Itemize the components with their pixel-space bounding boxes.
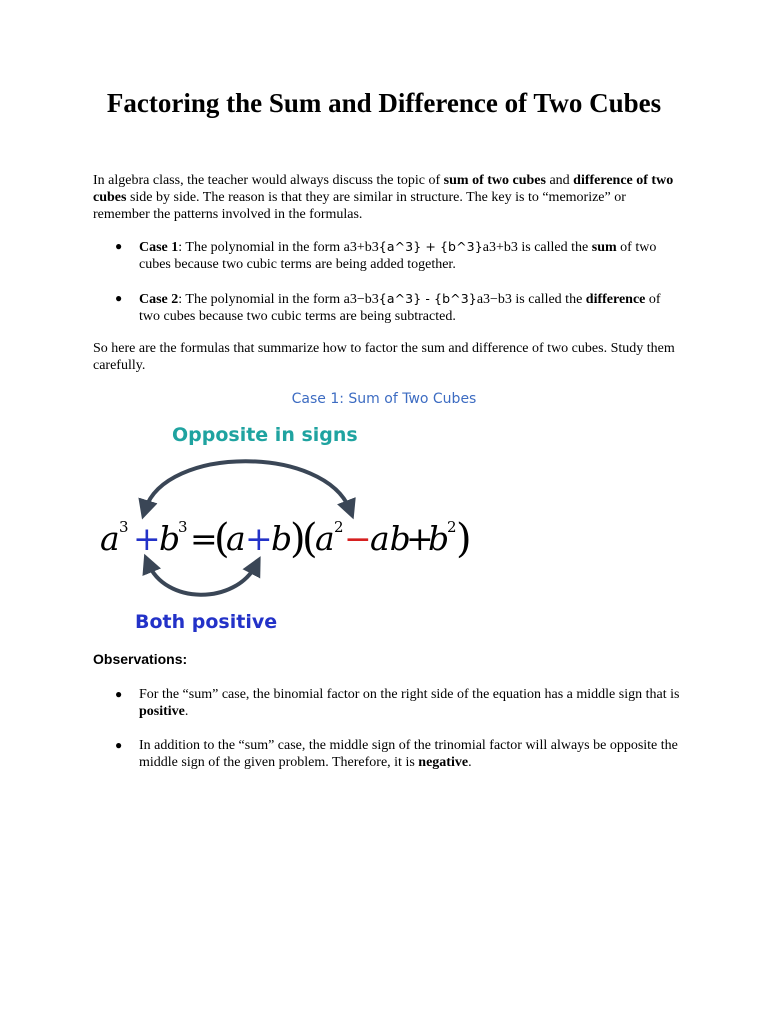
formula-a: a bbox=[100, 519, 120, 558]
intro-bold-sum: sum of two cubes bbox=[443, 173, 546, 188]
observations-heading: Observations: bbox=[93, 651, 188, 667]
list-item-case-2 bbox=[93, 290, 683, 325]
formula-a: a bbox=[315, 519, 335, 558]
bullet-icon: ● bbox=[115, 239, 123, 253]
observation-text: In addition to the “sum” case, the middle sign of the trinomial factor will always be opposite the middle sign of the given problem. Therefore, it is bbox=[139, 738, 678, 770]
case-text: : The polynomial in the form a3+b3 bbox=[178, 240, 379, 255]
bullet-icon: ● bbox=[115, 687, 123, 701]
case-bold: sum bbox=[591, 240, 617, 255]
case-code: {a^3} + {b^3} bbox=[378, 239, 483, 254]
formula-paren: ( bbox=[302, 516, 318, 562]
intro-text-3: side by side. The reason is that they are similar in structure. The key is to “memorize” or remember the patterns involved in the formulas. bbox=[93, 190, 626, 222]
formula-b: b bbox=[271, 519, 293, 558]
observation-bold: negative bbox=[418, 755, 469, 770]
bullet-icon: ● bbox=[115, 738, 123, 752]
observation-text: . bbox=[184, 704, 189, 719]
formula-paren: ) bbox=[290, 516, 306, 562]
intro-bold-difference: difference of two cubes bbox=[93, 173, 674, 205]
sum-of-cubes-diagram bbox=[90, 410, 490, 640]
top-curved-arrow-icon bbox=[145, 461, 350, 510]
intro-text-2: and bbox=[545, 173, 574, 188]
formula-a: a bbox=[226, 519, 246, 558]
bottom-curved-arrow-icon bbox=[148, 563, 256, 595]
opposite-in-signs-label: Opposite in signs bbox=[172, 424, 358, 446]
case-bold: difference bbox=[585, 292, 646, 307]
list-item-case-1 bbox=[93, 238, 683, 273]
formula-plus-sign-binomial: + bbox=[245, 519, 273, 558]
case-code: {a^3} - {b^3} bbox=[378, 291, 477, 306]
summary-paragraph: So here are the formulas that summarize how to factor the sum and difference of two cubes. Study them carefully. bbox=[93, 341, 675, 373]
case-text: : The polynomial in the form a3−b3 bbox=[178, 292, 379, 307]
observations-list bbox=[93, 686, 683, 788]
case-label: Case 2 bbox=[139, 292, 179, 307]
case-label: Case 1 bbox=[139, 240, 179, 255]
formula-equals: = bbox=[190, 519, 218, 558]
case-text: a3−b3 is called the bbox=[476, 292, 586, 307]
formula-paren: ( bbox=[214, 516, 230, 562]
case-text: a3+b3 is called the bbox=[482, 240, 592, 255]
formula-exp: 2 bbox=[447, 518, 457, 536]
formula-ab: ab bbox=[370, 519, 411, 558]
formula-b: b bbox=[428, 519, 450, 558]
list-item-observation-1 bbox=[93, 686, 683, 720]
bullet-icon: ● bbox=[115, 291, 123, 305]
formula-minus-sign: − bbox=[344, 519, 372, 558]
formula-exp: 2 bbox=[334, 518, 344, 536]
formula-b: b bbox=[159, 519, 181, 558]
formula-plus-sign: + bbox=[133, 519, 161, 558]
observation-text: For the “sum” case, the binomial factor on the right side of the equation has a middle sign that is bbox=[139, 687, 680, 702]
formula bbox=[100, 516, 472, 562]
formula-paren: ) bbox=[456, 516, 472, 562]
formula-exp: 3 bbox=[178, 518, 188, 536]
observation-text: . bbox=[468, 755, 472, 770]
cases-list bbox=[93, 238, 683, 342]
list-item-observation-2 bbox=[93, 737, 683, 771]
case-text: of two cubes because two cubic terms are being subtracted. bbox=[139, 292, 661, 324]
page-title: Factoring the Sum and Difference of Two Cubes bbox=[106, 88, 662, 118]
both-positive-label: Both positive bbox=[135, 611, 278, 633]
intro-text-1: In algebra class, the teacher would always discuss the topic of bbox=[93, 173, 444, 188]
intro-paragraph bbox=[93, 172, 683, 223]
diagram-caption: Case 1: Sum of Two Cubes bbox=[291, 391, 477, 407]
formula-exp: 3 bbox=[119, 518, 129, 536]
case-text: of two cubes because two cubic terms are being added together. bbox=[139, 240, 657, 272]
observation-bold: positive bbox=[139, 704, 185, 719]
formula-plus: + bbox=[406, 519, 434, 558]
